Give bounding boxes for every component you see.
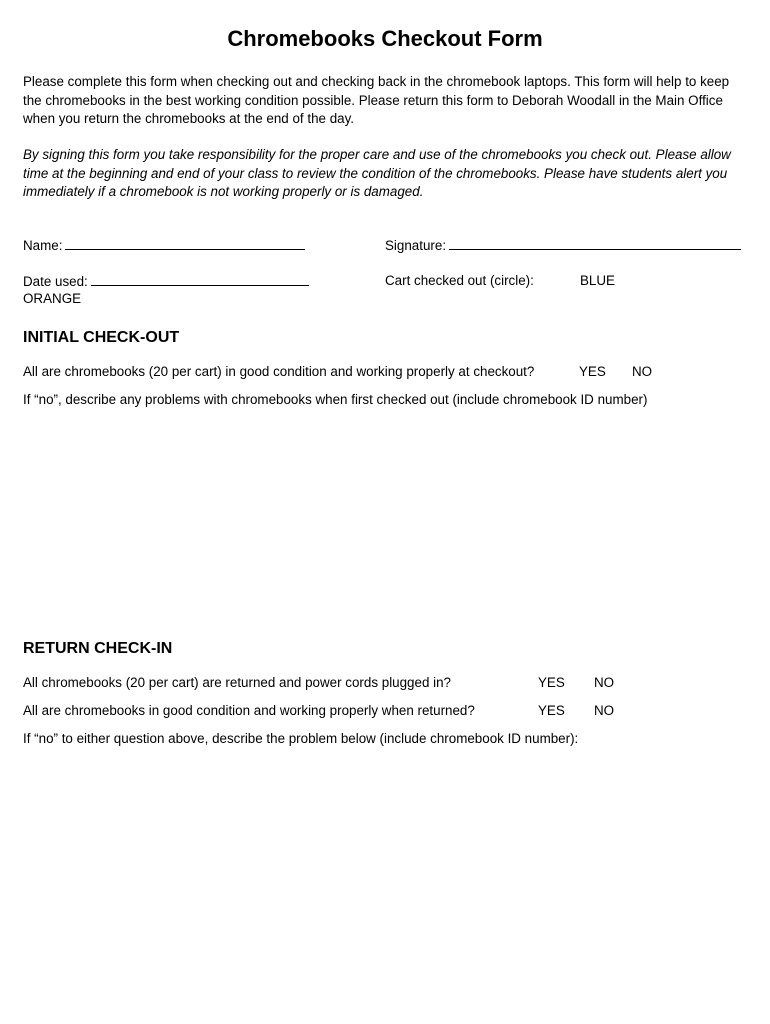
signature-field [385,236,741,255]
checkin-heading: RETURN CHECK-IN [23,640,173,657]
date-blank[interactable] [91,272,309,286]
checkin-describe-prompt: If “no” to either question above, describe the problem below (include chromebook ID number): [23,731,579,746]
name-field [23,236,305,255]
checkout-describe-prompt: If “no”, describe any problems with chromebooks when first checked out (include chromebook ID number) [23,392,648,407]
intro-paragraph: Please complete this form when checking out and checking back in the chromebook laptops. This form will help to keep the chromebooks in the best working condition possible. Please return this form to Deborah Woodall in the Main Office when you return the chromebooks at the end of the day. [23,74,730,126]
checkout-no-option[interactable]: NO [632,364,653,379]
signature-blank[interactable] [449,236,741,250]
checkin-q2-yes-option[interactable]: YES [538,703,565,718]
cart-label: Cart checked out (circle): [385,273,534,288]
checkin-q1-yes-option[interactable]: YES [538,675,565,690]
checkout-question: All are chromebooks (20 per cart) in good condition and working properly at checkout? [23,364,535,379]
checkin-q2-no-option[interactable]: NO [594,703,615,718]
name-blank[interactable] [65,236,305,250]
checkout-yes-option[interactable]: YES [579,364,606,379]
checkin-question-2: All are chromebooks in good condition and working properly when returned? [23,703,475,718]
checkin-q1-no-option[interactable]: NO [594,675,615,690]
checkin-question-1: All chromebooks (20 per cart) are returned and power cords plugged in? [23,675,451,690]
cart-option-orange[interactable]: ORANGE [23,291,82,306]
checkout-heading: INITIAL CHECK-OUT [23,329,180,346]
date-label: Date used: [23,274,88,289]
signature-label: Signature: [385,238,447,253]
date-field [23,272,309,291]
cart-option-blue[interactable]: BLUE [580,273,615,288]
form-title: Chromebooks Checkout Form [227,26,543,51]
responsibility-paragraph: By signing this form you take responsibility for the proper care and use of the chromebooks you check out. Please allow time at the beginning and end of your class to review the condition of the chromebooks. Please have students alert you immediately if a chromebook is not working properly or is damaged. [23,147,731,199]
name-label: Name: [23,238,63,253]
